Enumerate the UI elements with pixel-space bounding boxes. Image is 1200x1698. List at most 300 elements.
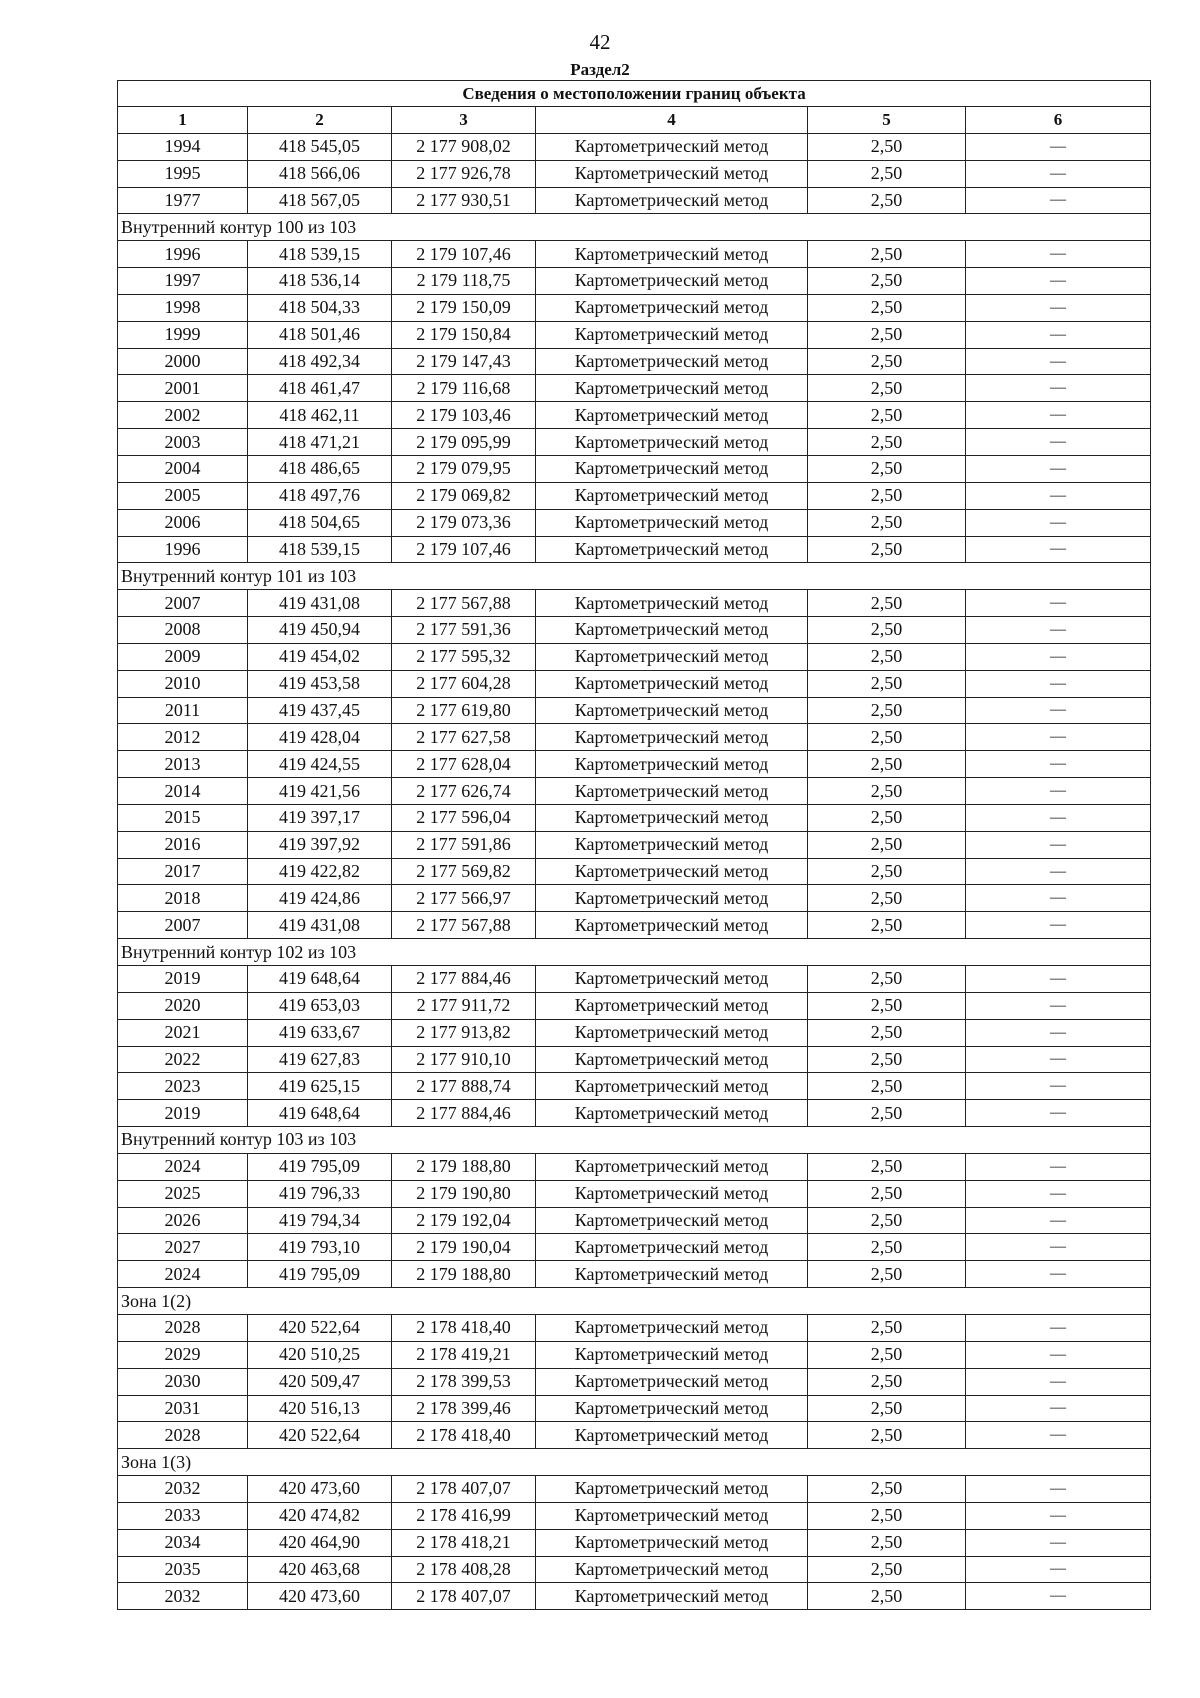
coordinate-x-cell: 419 793,10: [248, 1234, 392, 1261]
accuracy-cell: 2,50: [808, 402, 966, 429]
method-cell: Картометрический метод: [536, 187, 808, 214]
coordinate-y-cell: 2 179 107,46: [392, 241, 536, 268]
description-cell: —: [966, 617, 1151, 644]
table-row: [118, 992, 1151, 1019]
table-row: [118, 160, 1151, 187]
point-number-cell: 2028: [118, 1314, 248, 1341]
table-row: [118, 697, 1151, 724]
section-title: Раздел2: [570, 60, 630, 79]
table-caption: Сведения о местоположении границ объекта: [118, 81, 1151, 107]
table-row: [118, 429, 1151, 456]
table-row: [118, 509, 1151, 536]
method-cell: Картометрический метод: [536, 1502, 808, 1529]
coordinate-y-cell: 2 179 069,82: [392, 482, 536, 509]
table-row: [118, 1583, 1151, 1610]
point-number-cell: 2024: [118, 1261, 248, 1288]
method-cell: Картометрический метод: [536, 348, 808, 375]
method-cell: Картометрический метод: [536, 294, 808, 321]
method-cell: Картометрический метод: [536, 617, 808, 644]
method-cell: Картометрический метод: [536, 375, 808, 402]
coordinate-y-cell: 2 177 930,51: [392, 187, 536, 214]
point-number-cell: 2000: [118, 348, 248, 375]
coordinate-x-cell: 419 648,64: [248, 966, 392, 993]
table-row: [118, 831, 1151, 858]
accuracy-cell: 2,50: [808, 455, 966, 482]
coordinate-x-cell: 419 428,04: [248, 724, 392, 751]
coordinate-y-cell: 2 178 418,40: [392, 1314, 536, 1341]
coordinate-y-cell: 2 177 569,82: [392, 858, 536, 885]
coordinate-x-cell: 420 510,25: [248, 1341, 392, 1368]
coordinate-x-cell: 420 516,13: [248, 1395, 392, 1422]
accuracy-cell: 2,50: [808, 187, 966, 214]
description-cell: —: [966, 241, 1151, 268]
contour-label: Внутренний контур 103 из 103: [118, 1127, 1151, 1154]
contour-label: Внутренний контур 100 из 103: [118, 214, 1151, 241]
description-cell: —: [966, 1395, 1151, 1422]
coordinate-y-cell: 2 178 418,21: [392, 1529, 536, 1556]
description-cell: —: [966, 294, 1151, 321]
accuracy-cell: 2,50: [808, 590, 966, 617]
description-cell: —: [966, 1476, 1151, 1503]
method-cell: Картометрический метод: [536, 858, 808, 885]
table-row: [118, 133, 1151, 160]
point-number-cell: 2035: [118, 1556, 248, 1583]
coordinate-x-cell: 420 464,90: [248, 1529, 392, 1556]
accuracy-cell: 2,50: [808, 160, 966, 187]
coordinate-x-cell: 418 501,46: [248, 321, 392, 348]
point-number-cell: 2026: [118, 1207, 248, 1234]
coordinate-y-cell: 2 177 913,82: [392, 1019, 536, 1046]
point-number-cell: 2008: [118, 617, 248, 644]
point-number-cell: 2030: [118, 1368, 248, 1395]
table-row: [118, 670, 1151, 697]
column-header: 2: [248, 107, 392, 134]
coordinate-x-cell: 418 536,14: [248, 268, 392, 295]
description-cell: —: [966, 912, 1151, 939]
method-cell: Картометрический метод: [536, 321, 808, 348]
accuracy-cell: 2,50: [808, 1180, 966, 1207]
point-number-cell: 2019: [118, 1100, 248, 1127]
table-row: [118, 1502, 1151, 1529]
accuracy-cell: 2,50: [808, 751, 966, 778]
table-row: [118, 1234, 1151, 1261]
coordinate-x-cell: 419 625,15: [248, 1073, 392, 1100]
accuracy-cell: 2,50: [808, 241, 966, 268]
point-number-cell: 2023: [118, 1073, 248, 1100]
method-cell: Картометрический метод: [536, 1583, 808, 1610]
description-cell: —: [966, 778, 1151, 805]
accuracy-cell: 2,50: [808, 1046, 966, 1073]
coordinate-x-cell: 419 437,45: [248, 697, 392, 724]
table-row: [118, 1368, 1151, 1395]
method-cell: Картометрический метод: [536, 1100, 808, 1127]
point-number-cell: 2015: [118, 804, 248, 831]
table-row: [118, 455, 1151, 482]
method-cell: Картометрический метод: [536, 724, 808, 751]
description-cell: —: [966, 509, 1151, 536]
accuracy-cell: 2,50: [808, 831, 966, 858]
coordinate-y-cell: 2 177 567,88: [392, 912, 536, 939]
description-cell: —: [966, 268, 1151, 295]
description-cell: —: [966, 133, 1151, 160]
accuracy-cell: 2,50: [808, 912, 966, 939]
accuracy-cell: 2,50: [808, 1234, 966, 1261]
point-number-cell: 2004: [118, 455, 248, 482]
accuracy-cell: 2,50: [808, 1314, 966, 1341]
method-cell: Картометрический метод: [536, 1019, 808, 1046]
coordinate-x-cell: 419 794,34: [248, 1207, 392, 1234]
coordinate-x-cell: 420 474,82: [248, 1502, 392, 1529]
coordinate-y-cell: 2 179 150,84: [392, 321, 536, 348]
accuracy-cell: 2,50: [808, 482, 966, 509]
method-cell: Картометрический метод: [536, 1529, 808, 1556]
coordinate-x-cell: 420 473,60: [248, 1583, 392, 1610]
accuracy-cell: 2,50: [808, 1261, 966, 1288]
description-cell: —: [966, 1368, 1151, 1395]
coordinate-y-cell: 2 178 407,07: [392, 1476, 536, 1503]
description-cell: —: [966, 1502, 1151, 1529]
table-row: [118, 1019, 1151, 1046]
coordinate-x-cell: 418 471,21: [248, 429, 392, 456]
coordinate-x-cell: 419 453,58: [248, 670, 392, 697]
point-number-cell: 2002: [118, 402, 248, 429]
coordinate-y-cell: 2 177 884,46: [392, 966, 536, 993]
point-number-cell: 2020: [118, 992, 248, 1019]
coordinate-x-cell: 419 795,09: [248, 1261, 392, 1288]
table-row: [118, 966, 1151, 993]
table-header-row: [118, 107, 1151, 134]
column-header: 3: [392, 107, 536, 134]
description-cell: —: [966, 1529, 1151, 1556]
point-number-cell: 2021: [118, 1019, 248, 1046]
accuracy-cell: 2,50: [808, 1422, 966, 1449]
coordinate-y-cell: 2 177 591,36: [392, 617, 536, 644]
accuracy-cell: 2,50: [808, 133, 966, 160]
method-cell: Картометрический метод: [536, 429, 808, 456]
table-row: [118, 321, 1151, 348]
description-cell: —: [966, 482, 1151, 509]
accuracy-cell: 2,50: [808, 1368, 966, 1395]
point-number-cell: 2032: [118, 1583, 248, 1610]
coordinate-y-cell: 2 177 911,72: [392, 992, 536, 1019]
method-cell: Картометрический метод: [536, 697, 808, 724]
method-cell: Картометрический метод: [536, 1261, 808, 1288]
contour-row: [118, 1288, 1151, 1315]
table-row: [118, 268, 1151, 295]
table-row: [118, 402, 1151, 429]
coordinate-y-cell: 2 179 079,95: [392, 455, 536, 482]
coordinate-y-cell: 2 179 107,46: [392, 536, 536, 563]
point-number-cell: 1977: [118, 187, 248, 214]
coordinate-y-cell: 2 179 116,68: [392, 375, 536, 402]
page-number: 42: [589, 30, 611, 54]
description-cell: —: [966, 1261, 1151, 1288]
coordinate-x-cell: 418 566,06: [248, 160, 392, 187]
coordinate-y-cell: 2 179 150,09: [392, 294, 536, 321]
coordinate-y-cell: 2 177 910,10: [392, 1046, 536, 1073]
table-row: [118, 241, 1151, 268]
coordinate-x-cell: 418 545,05: [248, 133, 392, 160]
accuracy-cell: 2,50: [808, 1583, 966, 1610]
table-row: [118, 885, 1151, 912]
description-cell: —: [966, 670, 1151, 697]
coordinate-x-cell: 418 492,34: [248, 348, 392, 375]
accuracy-cell: 2,50: [808, 778, 966, 805]
method-cell: Картометрический метод: [536, 804, 808, 831]
coordinate-y-cell: 2 178 408,28: [392, 1556, 536, 1583]
description-cell: —: [966, 590, 1151, 617]
accuracy-cell: 2,50: [808, 1476, 966, 1503]
table-row: [118, 590, 1151, 617]
description-cell: —: [966, 1180, 1151, 1207]
description-cell: —: [966, 804, 1151, 831]
method-cell: Картометрический метод: [536, 509, 808, 536]
coordinate-x-cell: 420 473,60: [248, 1476, 392, 1503]
column-header: 5: [808, 107, 966, 134]
coordinate-y-cell: 2 177 604,28: [392, 670, 536, 697]
coordinate-y-cell: 2 179 095,99: [392, 429, 536, 456]
table-row: [118, 751, 1151, 778]
coordinate-y-cell: 2 177 566,97: [392, 885, 536, 912]
method-cell: Картометрический метод: [536, 912, 808, 939]
method-cell: Картометрический метод: [536, 1314, 808, 1341]
coordinate-y-cell: 2 179 188,80: [392, 1261, 536, 1288]
description-cell: —: [966, 1073, 1151, 1100]
coordinate-y-cell: 2 178 399,46: [392, 1395, 536, 1422]
coordinate-x-cell: 419 796,33: [248, 1180, 392, 1207]
table-row: [118, 1395, 1151, 1422]
accuracy-cell: 2,50: [808, 429, 966, 456]
description-cell: —: [966, 724, 1151, 751]
coordinate-y-cell: 2 178 407,07: [392, 1583, 536, 1610]
contour-label: Зона 1(3): [118, 1449, 1151, 1476]
accuracy-cell: 2,50: [808, 1100, 966, 1127]
contour-row: [118, 1127, 1151, 1154]
point-number-cell: 2025: [118, 1180, 248, 1207]
point-number-cell: 2003: [118, 429, 248, 456]
method-cell: Картометрический метод: [536, 482, 808, 509]
table-row: [118, 536, 1151, 563]
table-row: [118, 1529, 1151, 1556]
coordinate-y-cell: 2 179 190,80: [392, 1180, 536, 1207]
point-number-cell: 1996: [118, 536, 248, 563]
coordinate-y-cell: 2 177 884,46: [392, 1100, 536, 1127]
point-number-cell: 2007: [118, 590, 248, 617]
coordinate-x-cell: 419 450,94: [248, 617, 392, 644]
method-cell: Картометрический метод: [536, 643, 808, 670]
point-number-cell: 2009: [118, 643, 248, 670]
coordinate-x-cell: 419 424,55: [248, 751, 392, 778]
description-cell: —: [966, 375, 1151, 402]
point-number-cell: 2033: [118, 1502, 248, 1529]
method-cell: Картометрический метод: [536, 992, 808, 1019]
table-row: [118, 912, 1151, 939]
coordinate-x-cell: 419 397,17: [248, 804, 392, 831]
accuracy-cell: 2,50: [808, 294, 966, 321]
point-number-cell: 2014: [118, 778, 248, 805]
method-cell: Картометрический метод: [536, 1046, 808, 1073]
accuracy-cell: 2,50: [808, 804, 966, 831]
description-cell: —: [966, 1422, 1151, 1449]
contour-label: Зона 1(2): [118, 1288, 1151, 1315]
coordinate-y-cell: 2 177 628,04: [392, 751, 536, 778]
table-body: [118, 133, 1151, 1609]
description-cell: —: [966, 1019, 1151, 1046]
point-number-cell: 2022: [118, 1046, 248, 1073]
contour-label: Внутренний контур 102 из 103: [118, 939, 1151, 966]
accuracy-cell: 2,50: [808, 617, 966, 644]
table-row: [118, 617, 1151, 644]
method-cell: Картометрический метод: [536, 670, 808, 697]
description-cell: —: [966, 992, 1151, 1019]
point-number-cell: 2034: [118, 1529, 248, 1556]
method-cell: Картометрический метод: [536, 885, 808, 912]
point-number-cell: 2017: [118, 858, 248, 885]
description-cell: —: [966, 885, 1151, 912]
point-number-cell: 2010: [118, 670, 248, 697]
column-header: 6: [966, 107, 1151, 134]
table-row: [118, 1476, 1151, 1503]
coordinate-y-cell: 2 178 416,99: [392, 1502, 536, 1529]
description-cell: —: [966, 321, 1151, 348]
description-cell: —: [966, 643, 1151, 670]
coordinate-x-cell: 418 539,15: [248, 536, 392, 563]
accuracy-cell: 2,50: [808, 885, 966, 912]
coordinate-x-cell: 418 504,33: [248, 294, 392, 321]
method-cell: Картометрический метод: [536, 1073, 808, 1100]
coordinate-x-cell: 418 462,11: [248, 402, 392, 429]
coordinate-x-cell: 420 509,47: [248, 1368, 392, 1395]
method-cell: Картометрический метод: [536, 751, 808, 778]
point-number-cell: 2012: [118, 724, 248, 751]
description-cell: —: [966, 966, 1151, 993]
table-row: [118, 348, 1151, 375]
point-number-cell: 2028: [118, 1422, 248, 1449]
coordinate-x-cell: 419 397,92: [248, 831, 392, 858]
accuracy-cell: 2,50: [808, 724, 966, 751]
table-row: [118, 294, 1151, 321]
coordinate-y-cell: 2 179 103,46: [392, 402, 536, 429]
point-number-cell: 2031: [118, 1395, 248, 1422]
column-header: 4: [536, 107, 808, 134]
description-cell: —: [966, 187, 1151, 214]
point-number-cell: 1999: [118, 321, 248, 348]
method-cell: Картометрический метод: [536, 1207, 808, 1234]
description-cell: —: [966, 402, 1151, 429]
coordinate-x-cell: 418 486,65: [248, 455, 392, 482]
description-cell: —: [966, 1207, 1151, 1234]
table-row: [118, 1556, 1151, 1583]
table-row: [118, 778, 1151, 805]
point-number-cell: 1998: [118, 294, 248, 321]
point-number-cell: 2024: [118, 1153, 248, 1180]
table-row: [118, 1207, 1151, 1234]
coordinate-x-cell: 420 463,68: [248, 1556, 392, 1583]
coordinate-y-cell: 2 179 190,04: [392, 1234, 536, 1261]
accuracy-cell: 2,50: [808, 697, 966, 724]
table-row: [118, 858, 1151, 885]
description-cell: —: [966, 1100, 1151, 1127]
description-cell: —: [966, 1314, 1151, 1341]
method-cell: Картометрический метод: [536, 1422, 808, 1449]
table-row: [118, 804, 1151, 831]
coordinate-x-cell: 418 567,05: [248, 187, 392, 214]
coordinate-y-cell: 2 179 118,75: [392, 268, 536, 295]
method-cell: Картометрический метод: [536, 1476, 808, 1503]
description-cell: —: [966, 348, 1151, 375]
method-cell: Картометрический метод: [536, 160, 808, 187]
point-number-cell: 1994: [118, 133, 248, 160]
coordinate-x-cell: 419 431,08: [248, 912, 392, 939]
coordinate-y-cell: 2 178 399,53: [392, 1368, 536, 1395]
description-cell: —: [966, 697, 1151, 724]
point-number-cell: 2007: [118, 912, 248, 939]
coordinate-y-cell: 2 179 073,36: [392, 509, 536, 536]
description-cell: —: [966, 1583, 1151, 1610]
coordinate-y-cell: 2 178 418,40: [392, 1422, 536, 1449]
method-cell: Картометрический метод: [536, 1180, 808, 1207]
coordinate-y-cell: 2 179 188,80: [392, 1153, 536, 1180]
coordinate-y-cell: 2 177 596,04: [392, 804, 536, 831]
table-row: [118, 1261, 1151, 1288]
point-number-cell: 2029: [118, 1341, 248, 1368]
table-row: [118, 1314, 1151, 1341]
table-row: [118, 482, 1151, 509]
accuracy-cell: 2,50: [808, 509, 966, 536]
description-cell: —: [966, 1153, 1151, 1180]
accuracy-cell: 2,50: [808, 268, 966, 295]
description-cell: —: [966, 858, 1151, 885]
coordinate-y-cell: 2 179 147,43: [392, 348, 536, 375]
point-number-cell: 1997: [118, 268, 248, 295]
point-number-cell: 2011: [118, 697, 248, 724]
table-row: [118, 1422, 1151, 1449]
point-number-cell: 2001: [118, 375, 248, 402]
point-number-cell: 2006: [118, 509, 248, 536]
point-number-cell: 2027: [118, 1234, 248, 1261]
coordinate-y-cell: 2 177 595,32: [392, 643, 536, 670]
table-row: [118, 375, 1151, 402]
coordinate-y-cell: 2 177 619,80: [392, 697, 536, 724]
coordinate-x-cell: 419 627,83: [248, 1046, 392, 1073]
description-cell: —: [966, 160, 1151, 187]
method-cell: Картометрический метод: [536, 1341, 808, 1368]
description-cell: —: [966, 1341, 1151, 1368]
table-row: [118, 1046, 1151, 1073]
point-number-cell: 2032: [118, 1476, 248, 1503]
coordinate-x-cell: 419 431,08: [248, 590, 392, 617]
point-number-cell: 2019: [118, 966, 248, 993]
accuracy-cell: 2,50: [808, 375, 966, 402]
accuracy-cell: 2,50: [808, 966, 966, 993]
method-cell: Картометрический метод: [536, 831, 808, 858]
accuracy-cell: 2,50: [808, 536, 966, 563]
accuracy-cell: 2,50: [808, 1529, 966, 1556]
table-row: [118, 1073, 1151, 1100]
accuracy-cell: 2,50: [808, 643, 966, 670]
coordinate-x-cell: 418 461,47: [248, 375, 392, 402]
coordinate-x-cell: 420 522,64: [248, 1314, 392, 1341]
description-cell: —: [966, 1234, 1151, 1261]
method-cell: Картометрический метод: [536, 1395, 808, 1422]
method-cell: Картометрический метод: [536, 133, 808, 160]
accuracy-cell: 2,50: [808, 1207, 966, 1234]
method-cell: Картометрический метод: [536, 1153, 808, 1180]
coordinate-x-cell: 419 454,02: [248, 643, 392, 670]
coordinate-x-cell: 418 497,76: [248, 482, 392, 509]
method-cell: Картометрический метод: [536, 1556, 808, 1583]
column-header: 1: [118, 107, 248, 134]
